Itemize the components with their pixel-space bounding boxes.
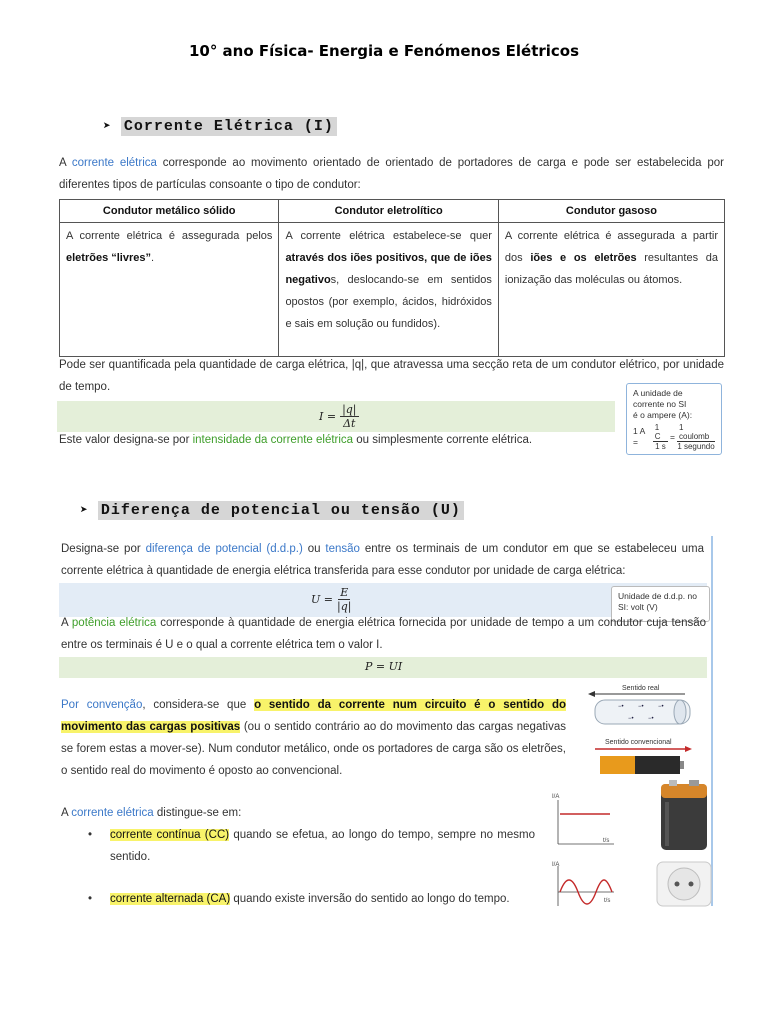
current-formula: I = $\frac{|q|}{\Delta t}$: [319, 403, 357, 430]
voltage-formula: U = $\frac{E}{|q|}$: [311, 586, 352, 613]
section-heading-text: Corrente Elétrica (I): [121, 117, 337, 136]
conductor-table: [59, 199, 725, 357]
quantify-paragraph: Pode ser quantificada pela quantidade de carga elétrica, |q|, que atravessa uma secção reta de um condutor elétrico, por unidade de tempo.: [59, 359, 724, 393]
table-row: [60, 223, 725, 357]
document-title: 10° ano Física- Energia e Fenómenos Elétricos: [188, 42, 580, 60]
ac-current-graph: [548, 858, 618, 908]
dc-current-graph: [548, 788, 618, 848]
designates-paragraph: Este valor designa-se por intensidade da corrente elétrica ou simplesmente corrente elétrica.: [59, 434, 533, 446]
power-formula-band: [59, 657, 707, 678]
types-intro: A corrente elétrica distingue-se em:: [61, 807, 242, 819]
svg-text:−•: −•: [638, 704, 644, 710]
volt-unit-box: Unidade de d.d.p. no SI: volt (V): [611, 586, 710, 622]
term-corrente-eletrica: corrente elétrica: [71, 157, 157, 169]
term-intensidade: intensidade da corrente elétrica: [192, 434, 354, 446]
battery-icon: [600, 756, 684, 774]
ampere-unit-box: A unidade de corrente no SI é o ampere (A): 1 A = $\frac{1 C}{1 s}$ = $\frac{\text{1 coulomb}}{\text{1 segundo}}$: [626, 383, 722, 455]
svg-text:−•: −•: [648, 716, 654, 722]
arrow-bullet-icon: ➤: [80, 503, 88, 518]
real-direction-label: Sentido real: [622, 685, 660, 692]
svg-text:t/s: t/s: [604, 898, 611, 904]
power-formula: P = UI: [365, 660, 403, 673]
conventional-direction-label: Sentido convencional: [605, 739, 672, 746]
svg-text:t/s: t/s: [603, 838, 610, 844]
svg-text:I/A: I/A: [552, 794, 560, 800]
table-header: Condutor gasoso: [498, 200, 724, 223]
list-item-ac: • corrente alternada (CA) quando existe inversão do sentido ao longo do tempo.: [70, 888, 535, 910]
table-header-row: [60, 200, 725, 223]
section-heading-voltage: [80, 501, 464, 520]
svg-text:−•: −•: [628, 716, 634, 722]
table-header: Condutor metálico sólido: [60, 200, 279, 223]
table-header: Condutor eletrolítico: [279, 200, 498, 223]
wall-socket-icon: [655, 860, 713, 908]
table-cell-gaseous: A corrente elétrica é assegurada a partir dos iões e os eletrões resultantes da ionização das moléculas ou átomos.: [498, 223, 724, 357]
section-heading-text: Diferença de potencial ou tensão (U): [98, 501, 464, 520]
table-cell-electrolytic: A corrente elétrica estabelece-se quer através dos iões positivos, que de iões negativos, deslocando-se em sentidos opostos (por exemplo, ácidos, hidróxidos e sais em solução ou fundidos).: [279, 223, 498, 357]
table-cell-metallic: A corrente elétrica é assegurada pelos eletrões “livres”.: [60, 223, 279, 357]
section-heading-current: [103, 117, 337, 136]
intro-paragraph: A corrente elétrica corresponde ao movimento orientado de orientado de portadores de carga e pode ser estabelecida por diferentes tipos de partículas consoante o tipo de condutor:: [59, 157, 724, 191]
bullet-icon: •: [87, 893, 93, 905]
power-paragraph: A potência elétrica corresponde à quantidade de energia elétrica fornecida por unidade de tempo a um condutor cuja tensão entre os terminais é U e o qual a corrente elétrica tem o valor I.: [61, 617, 707, 651]
arrow-bullet-icon: ➤: [103, 119, 111, 134]
svg-text:I/A: I/A: [552, 862, 560, 868]
svg-text:−•: −•: [618, 704, 624, 710]
bullet-icon: •: [87, 829, 93, 841]
current-formula-band: [57, 401, 615, 432]
list-item-dc: • corrente contínua (CC) quando se efetua, ao longo do tempo, sempre no mesmo sentido.: [70, 824, 535, 868]
convention-paragraph: Por convenção, considera-se que o sentido da corrente num circuito é o sentido do movimento das cargas positivas (ou o sentido contrário ao do movimento das cargas negativas se forem estas a mover-se). Num condutor metálico, onde os portadores de carga são os eletrões, o sentido real do movimento é oposto ao convencional.: [61, 699, 567, 777]
ddp-paragraph: Designa-se por diferença de potencial (d.d.p.) ou tensão entre os terminais de um condutor em que se estabeleceu uma corrente elétrica à quantidade de energia elétrica transferida para esse condutor por unidade de carga elétrica:: [61, 543, 704, 577]
svg-text:−•: −•: [658, 704, 664, 710]
current-direction-figure: [580, 680, 710, 780]
battery-photo-icon: [655, 780, 713, 854]
